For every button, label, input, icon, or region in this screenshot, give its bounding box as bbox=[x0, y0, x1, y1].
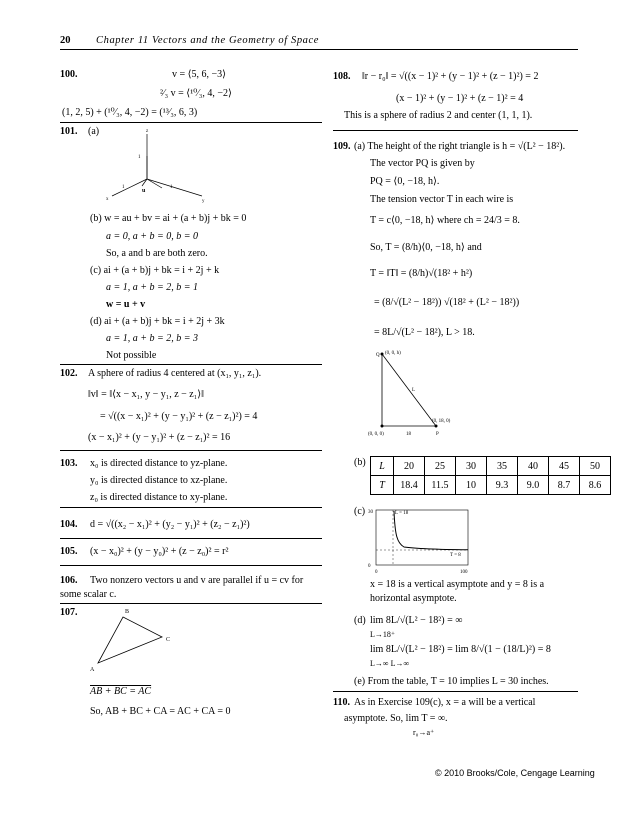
problem-102-line-4: (x − x₁)² + (y − y₁)² + (z − z₁)² = 16 bbox=[88, 432, 231, 443]
problem-103-line-3: z₀ is directed distance to xy-plane. bbox=[90, 492, 228, 503]
table-cell: 45 bbox=[549, 457, 580, 476]
problem-107-line-1: AB + BC = AC bbox=[90, 686, 152, 697]
problem-110-line-2: asymptote. So, lim T = ∞. bbox=[344, 713, 448, 724]
fig-label-c: C bbox=[166, 637, 171, 643]
fig-label-1c: 1 bbox=[170, 185, 173, 190]
problem-108-line-2: (x − 1)² + (y − 1)² + (z − 1)² = 4 bbox=[396, 93, 524, 104]
problem-109-d-line-2-sub: L→∞ L→∞ bbox=[370, 659, 410, 668]
problem-108-line-1: ‖r − r₀‖ = √((x − 1)² + (y − 1)² + (z − 1)²) = 2 bbox=[362, 71, 539, 82]
fig-label-y: y bbox=[202, 199, 205, 204]
separator bbox=[60, 538, 322, 539]
graph-label-30: 30 bbox=[368, 510, 373, 515]
problem-106-line-2: some scalar c. bbox=[60, 589, 117, 600]
problem-109-c-line-2: horizontal asymptote. bbox=[370, 593, 457, 604]
problem-109-a-line-7: T = ‖T‖ = (8/h)√(18² + h²) bbox=[370, 268, 473, 279]
table-cell: 50 bbox=[580, 457, 611, 476]
problem-106-number: 106. bbox=[60, 575, 78, 586]
fig-label-p: P bbox=[436, 432, 439, 437]
problem-103-number: 103. bbox=[60, 458, 78, 469]
problem-100-number: 100. bbox=[60, 69, 78, 80]
problem-101-c-line-2: a = 1, a + b = 2, b = 1 bbox=[106, 282, 198, 293]
problem-101-a-label: (a) bbox=[88, 126, 100, 137]
table-cell: 18.4 bbox=[394, 476, 425, 495]
problem-107-number: 107. bbox=[60, 607, 78, 618]
problem-100-line-3: (1, 2, 5) + (¹⁰⁄₃, 4, −2) = (¹³⁄₃, 6, 3) bbox=[62, 107, 198, 118]
problem-106-line-1: Two nonzero vectors u and v are parallel if u = cv for bbox=[90, 575, 304, 586]
table-cell: 8.7 bbox=[549, 476, 580, 495]
fig-label-x: x bbox=[106, 197, 109, 202]
graph-label-asymptote-t: T = 8 bbox=[450, 553, 461, 558]
fig-label-18: 18 bbox=[406, 432, 411, 437]
problem-109-c-line-1: x = 18 is a vertical asymptote and y = 8 is a bbox=[370, 579, 545, 590]
separator bbox=[60, 122, 322, 123]
table-cell: 25 bbox=[425, 457, 456, 476]
problem-109-d-label: (d) bbox=[354, 615, 366, 626]
separator bbox=[60, 450, 322, 451]
fig-label-b: B bbox=[125, 609, 130, 615]
table-cell: T bbox=[371, 476, 394, 495]
problem-103-line-2: y₀ is directed distance to xz-plane. bbox=[90, 475, 228, 486]
problem-109-d-line-1: lim 8L/√(L² − 18²) = ∞ bbox=[370, 615, 463, 626]
problem-109-a-line-8: = (8/√(L² − 18²)) √(18² + (L² − 18²)) bbox=[374, 297, 520, 308]
fig-label-l: L bbox=[412, 388, 416, 393]
problem-104-number: 104. bbox=[60, 519, 78, 530]
fig-label-z: z bbox=[146, 129, 149, 134]
problem-109-b-label: (b) bbox=[354, 457, 366, 468]
problem-101-b-line-3: So, a and b are both zero. bbox=[106, 248, 208, 259]
separator bbox=[60, 364, 322, 365]
problem-101-d-line-3: Not possible bbox=[106, 350, 157, 361]
problem-102-line-1: A sphere of radius 4 centered at (x₁, y₁, z₁). bbox=[88, 368, 262, 379]
problem-101-c-line-3: w = u + v bbox=[106, 299, 146, 310]
problem-109-c-label: (c) bbox=[354, 506, 366, 517]
separator bbox=[60, 565, 322, 566]
fig-label-0-0-h: (0, 0, h) bbox=[385, 351, 401, 356]
problem-110-number: 110. bbox=[333, 697, 350, 708]
problem-100-line-2: ²⁄₃ v = ⟨¹⁰⁄₃, 4, −2⟩ bbox=[160, 88, 232, 99]
problem-109-a-line-4: The tension vector T in each wire is bbox=[370, 194, 514, 205]
problem-107-line-2: So, AB + BC + CA = AC + CA = 0 bbox=[90, 706, 231, 717]
problem-101-b-line-2: a = 0, a + b = 0, b = 0 bbox=[106, 231, 198, 242]
table-row bbox=[371, 476, 611, 495]
fig-label-a: A bbox=[90, 667, 95, 673]
tension-table bbox=[370, 456, 611, 495]
problem-109-d-line-1-sub: L→18⁺ bbox=[370, 630, 396, 639]
fig-label-1b: 1 bbox=[122, 185, 125, 190]
graph-label-100: 100 bbox=[460, 570, 468, 575]
problem-109-a-line-2: The vector PQ is given by bbox=[370, 158, 475, 169]
table-cell: 30 bbox=[456, 457, 487, 476]
header-rule bbox=[60, 49, 578, 50]
problem-109-a-line-3: PQ = ⟨0, −18, h⟩. bbox=[370, 176, 440, 187]
separator bbox=[60, 603, 322, 604]
problem-109-a-line-6: So, T = (8/h)⟨0, −18, h⟩ and bbox=[370, 242, 482, 253]
fig-label-1: 1 bbox=[138, 155, 141, 160]
problem-101-d-line-1: (d) ai + (a + b)j + bk = i + 2j + 3k bbox=[90, 316, 225, 327]
table-cell: 20 bbox=[394, 457, 425, 476]
problem-109-a-line-5: T = c⟨0, −18, h⟩ where ch = 24/3 = 8. bbox=[370, 215, 520, 226]
problem-101-c-line-1: (c) ai + (a + b)j + bk = i + 2j + k bbox=[90, 265, 220, 276]
fig-label-q: Q bbox=[376, 353, 380, 358]
problem-102-line-2: ‖v‖ = ‖⟨x − x₁, y − y₁, z − z₁⟩‖ bbox=[88, 389, 204, 400]
table-cell: 11.5 bbox=[425, 476, 456, 495]
table-cell: 9.0 bbox=[518, 476, 549, 495]
problem-101-d-line-2: a = 1, a + b = 2, b = 3 bbox=[106, 333, 198, 344]
problem-101-number: 101. bbox=[60, 126, 78, 137]
vector-3d-figure bbox=[102, 124, 222, 204]
fig-label-0-18-0: (0, 18, 0) bbox=[432, 419, 451, 424]
problem-102-number: 102. bbox=[60, 368, 78, 379]
table-row bbox=[371, 457, 611, 476]
problem-109-a-line-9: = 8L/√(L² − 18²), L > 18. bbox=[374, 327, 475, 338]
problem-104-line-1: d = √((x₂ − x₁)² + (y₂ − y₁)² + (z₂ − z₁)²) bbox=[90, 519, 250, 530]
fig-label-u: u bbox=[142, 188, 146, 194]
table-cell: 9.3 bbox=[487, 476, 518, 495]
problem-103-line-1: x₀ is directed distance to yz-plane. bbox=[90, 458, 228, 469]
graph-label-asymptote-l: L = 18 bbox=[395, 511, 409, 516]
table-cell: 35 bbox=[487, 457, 518, 476]
triangle-figure bbox=[90, 605, 180, 675]
table-cell: 10 bbox=[456, 476, 487, 495]
graph-label-y0: 0 bbox=[368, 564, 371, 569]
table-cell: 40 bbox=[518, 457, 549, 476]
problem-101-b-line-1: (b) w = au + bv = ai + (a + b)j + bk = 0 bbox=[90, 213, 247, 224]
problem-110-line-2-sub: r₀→a⁺ bbox=[413, 728, 435, 737]
separator bbox=[60, 507, 322, 508]
problem-105-line-1: (x − x₀)² + (y − y₀)² + (z − z₀)² = r² bbox=[90, 546, 229, 557]
right-triangle-figure bbox=[366, 346, 476, 441]
problem-102-line-3: = √((x − x₁)² + (y − y₁)² + (z − z₁)²) = 4 bbox=[100, 411, 258, 422]
page-number: 20 bbox=[60, 35, 71, 46]
problem-109-d-line-2: lim 8L/√(L² − 18²) = lim 8/√(1 − (18/L)²) = 8 bbox=[370, 644, 551, 655]
problem-105-number: 105. bbox=[60, 546, 78, 557]
copyright: © 2010 Brooks/Cole, Cengage Learning bbox=[435, 768, 595, 778]
tension-graph bbox=[368, 505, 478, 575]
chapter-title: Chapter 11 Vectors and the Geometry of Space bbox=[96, 35, 320, 46]
problem-100-line-1: v = ⟨5, 6, −3⟩ bbox=[172, 69, 227, 80]
problem-109-number: 109. bbox=[333, 141, 351, 152]
table-cell: L bbox=[371, 457, 394, 476]
table-cell: 8.6 bbox=[580, 476, 611, 495]
separator bbox=[333, 130, 578, 131]
separator bbox=[333, 691, 578, 692]
problem-108-number: 108. bbox=[333, 71, 351, 82]
problem-110-line-1: As in Exercise 109(c), x = a will be a vertical bbox=[354, 697, 536, 708]
problem-108-line-3: This is a sphere of radius 2 and center (1, 1, 1). bbox=[344, 110, 533, 121]
fig-label-origin: (0, 0, 0) bbox=[368, 432, 384, 437]
problem-109-a-line-1: (a) The height of the right triangle is h = √(L² − 18²). bbox=[354, 141, 566, 152]
problem-109-e-line-1: (e) From the table, T = 10 implies L = 30 inches. bbox=[354, 676, 549, 687]
graph-label-x0: 0 bbox=[375, 570, 378, 575]
